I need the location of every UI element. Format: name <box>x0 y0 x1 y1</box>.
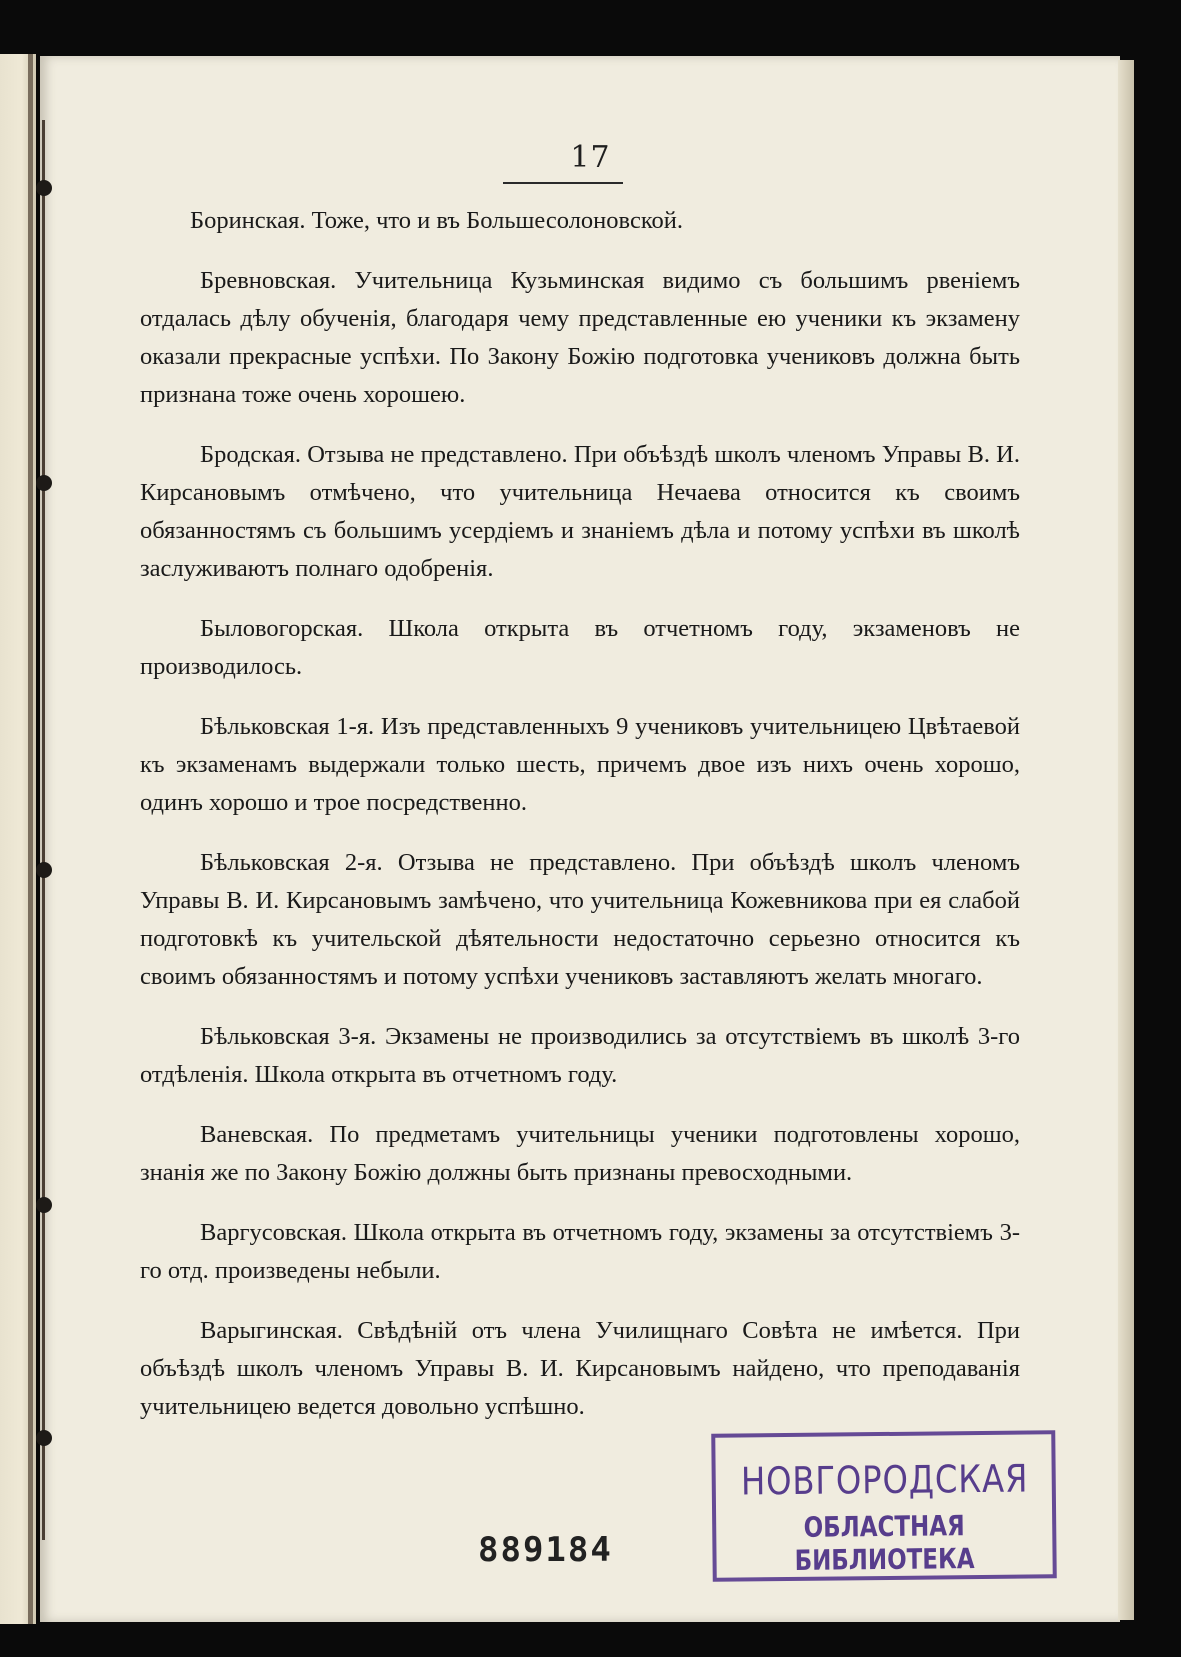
page-number-underline <box>503 182 623 184</box>
paragraph: Бѣльковская 1-я. Изъ представленныхъ 9 учениковъ учительницею Цвѣтаевой къ экзаменамъ выдержали только шесть, причемъ двое изъ нихъ очень хорошо, одинъ хорошо и трое посредственно. <box>140 713 1020 816</box>
binding-knot <box>36 1197 52 1213</box>
binding-knot <box>36 1430 52 1446</box>
paragraph: Боринская. Тоже, что и въ Большесолоновской. <box>190 207 683 234</box>
paragraph: Бродская. Отзыва не представлено. При объѣздѣ школъ членомъ Управы В. И. Кирсановымъ отмѣчено, что учительница Нечаева относится къ своимъ обязанностямъ съ большимъ усердіемъ и знаніемъ дѣла и потому успѣхи въ школѣ заслуживаютъ полнаго одобренія. <box>140 441 1020 582</box>
stamp-line-1: НОВГОРОДСКАЯ <box>740 1456 1029 1504</box>
paragraph: Варгусовская. Школа открыта въ отчетномъ году, экзамены за отсутствіемъ 3-го отд. произведены небыли. <box>140 1219 1020 1284</box>
binding-knot <box>36 862 52 878</box>
paragraph: Бѣльковская 3-я. Экзамены не производились за отсутствіемъ въ школѣ 3-го отдѣленія. Школа открыта въ отчетномъ году. <box>140 1023 1020 1088</box>
page-fore-edge <box>1118 60 1134 1620</box>
library-stamp <box>711 1430 1057 1582</box>
paragraph: Варыгинская. Свѣдѣній отъ члена Училищнаго Совѣта не имѣется. При объѣздѣ школъ членомъ Управы В. И. Кирсановымъ найдено, что преподаванія учительницею ведется довольно успѣшно. <box>140 1317 1020 1420</box>
inventory-number: 889184 <box>478 1530 613 1570</box>
binding-knot <box>36 475 52 491</box>
paragraph: Быловогорская. Школа открыта въ отчетномъ году, экзаменовъ не производилось. <box>140 615 1020 680</box>
binding-knot <box>36 180 52 196</box>
paragraph: Ваневская. По предметамъ учительницы ученики подготовлены хорошо, знанія же по Закону Божію должны быть признаны превосходными. <box>140 1121 1020 1186</box>
paragraph: Бѣльковская 2-я. Отзыва не представлено. При объѣздѣ школъ членомъ Управы В. И. Кирсановымъ замѣчено, что учительница Кожевникова при ея слабой подготовкѣ къ учительской дѣятельности недостаточно серьезно относится къ своимъ обязанностямъ и потому успѣхи учениковъ заставляютъ желать многаго. <box>140 849 1020 990</box>
paragraph: Бревновская. Учительница Кузьминская видимо съ большимъ рвеніемъ отдалась дѣлу обученія, благодаря чему представленные ею ученики къ экзамену оказали прекрасные успѣхи. По Закону Божію подготовка учениковъ должна быть признана тоже очень хорошею. <box>140 267 1020 408</box>
binding-thread <box>42 120 45 1540</box>
binding-gutter <box>28 54 33 1624</box>
page-body-text <box>140 202 1020 1448</box>
page-number: 17 <box>570 140 611 175</box>
stamp-line-2: ОБЛАСТНАЯ БИБЛИОТЕКА <box>794 1509 975 1577</box>
